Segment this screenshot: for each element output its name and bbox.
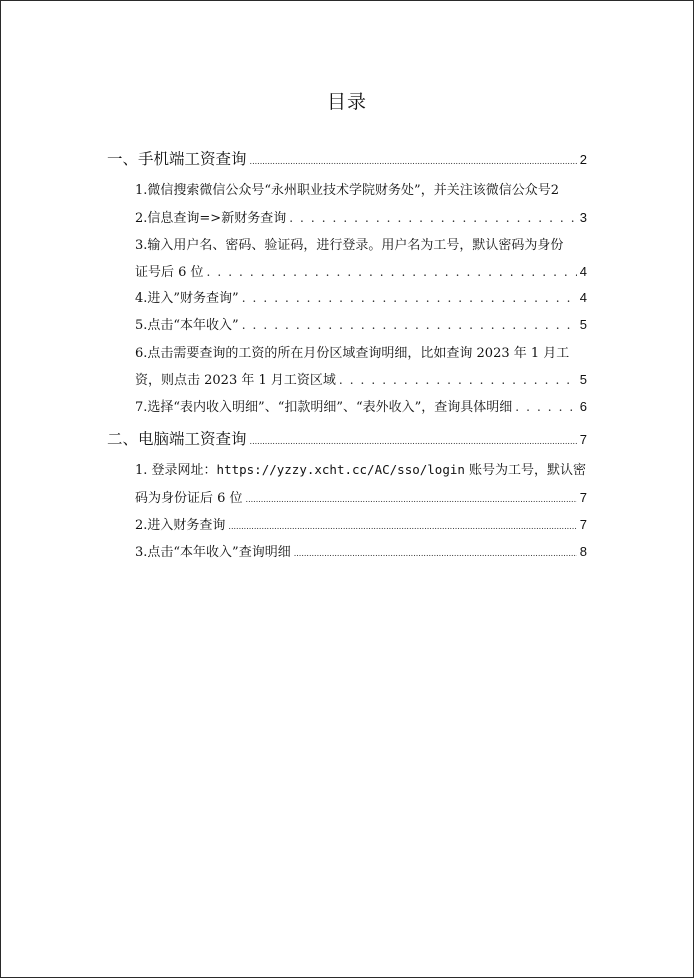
toc-entry-1-5[interactable] — [135, 314, 587, 333]
section-label: 手机端工资查询 — [138, 150, 247, 168]
login-url: https://yzzy.xcht.cc/AC/sso/login — [216, 462, 465, 477]
toc-entry-1-6-line1[interactable] — [135, 342, 587, 361]
entry-text: 4.进入”财务查询” — [135, 291, 239, 306]
leader-dots — [242, 291, 577, 306]
toc-entry-1-3-line1[interactable] — [135, 234, 587, 253]
entry-text: 6.点击需要查询的工资的所在月份区域查询明细，比如查询 2023 年 1 月工 — [135, 346, 570, 361]
leader-dots — [515, 400, 576, 415]
entry-text: 资，则点击 2023 年 1 月工资区域 — [135, 373, 336, 388]
leader-dots — [250, 430, 577, 448]
toc-title: 目录 — [326, 91, 367, 113]
section-label: 电脑端工资查询 — [138, 430, 247, 448]
entry-text: 2.进入财务查询 — [135, 518, 226, 533]
leader-dots — [242, 318, 577, 333]
toc-entry-1-6-line2[interactable] — [135, 369, 587, 388]
toc-entry-1-7[interactable] — [135, 396, 587, 415]
page-number: 7 — [579, 517, 587, 532]
leader-dots — [294, 545, 577, 560]
toc-section-1[interactable] — [107, 147, 587, 169]
toc-entry-2-1-line1[interactable] — [135, 459, 587, 478]
leader-dots — [339, 373, 577, 388]
entry-text: 证号后 6 位 — [135, 265, 204, 280]
entry-text: 3.点击“本年收入”查询明细 — [135, 545, 291, 560]
toc-entry-1-2[interactable] — [135, 207, 587, 226]
page-number: 5 — [579, 372, 587, 387]
page-number: 2 — [579, 152, 587, 167]
leader-dots — [228, 518, 576, 533]
page-number: 4 — [579, 264, 587, 279]
section-number: 二、 — [107, 430, 139, 448]
toc-entry-2-2[interactable] — [135, 514, 587, 533]
toc-entry-1-1[interactable] — [135, 179, 587, 198]
entry-text: 1.微信搜索微信公众号“永州职业技术学院财务处”，并关注该微信公众号2 — [135, 183, 559, 198]
entry-prefix: 1. 登录网址： — [135, 463, 217, 478]
section-number: 一、 — [107, 150, 139, 168]
toc-entry-2-1-line2[interactable] — [135, 487, 587, 506]
page-number: 4 — [579, 290, 587, 305]
leader-dots — [289, 211, 577, 226]
toc-entry-1-3-line2[interactable] — [135, 261, 587, 280]
entry-text: 7.选择“表内收入明细”、“扣款明细”、“表外收入”，查询具体明细 — [135, 400, 513, 415]
leader-dots — [246, 491, 577, 506]
entry-text: 3.输入用户名、密码、验证码，进行登录。用户名为工号，默认密码为身份 — [135, 238, 564, 253]
entry-suffix: 账号为工号，默认密 — [464, 463, 587, 478]
toc-entry-1-4[interactable] — [135, 287, 587, 306]
page-number: 6 — [579, 399, 587, 414]
page-number: 8 — [579, 544, 587, 559]
leader-dots — [207, 265, 577, 280]
entry-text: 码为身份证后 6 位 — [135, 491, 243, 506]
page-number: 5 — [579, 317, 587, 332]
leader-dots — [250, 150, 577, 168]
toc-entry-2-3[interactable] — [135, 541, 587, 560]
toc-section-2[interactable] — [107, 427, 587, 449]
entry-text: 2.信息查询=>新财务查询 — [135, 211, 287, 226]
page-number: 7 — [579, 490, 587, 505]
page-number: 3 — [579, 210, 587, 225]
entry-text: 5.点击“本年收入” — [135, 318, 239, 333]
page-number: 7 — [579, 432, 587, 447]
